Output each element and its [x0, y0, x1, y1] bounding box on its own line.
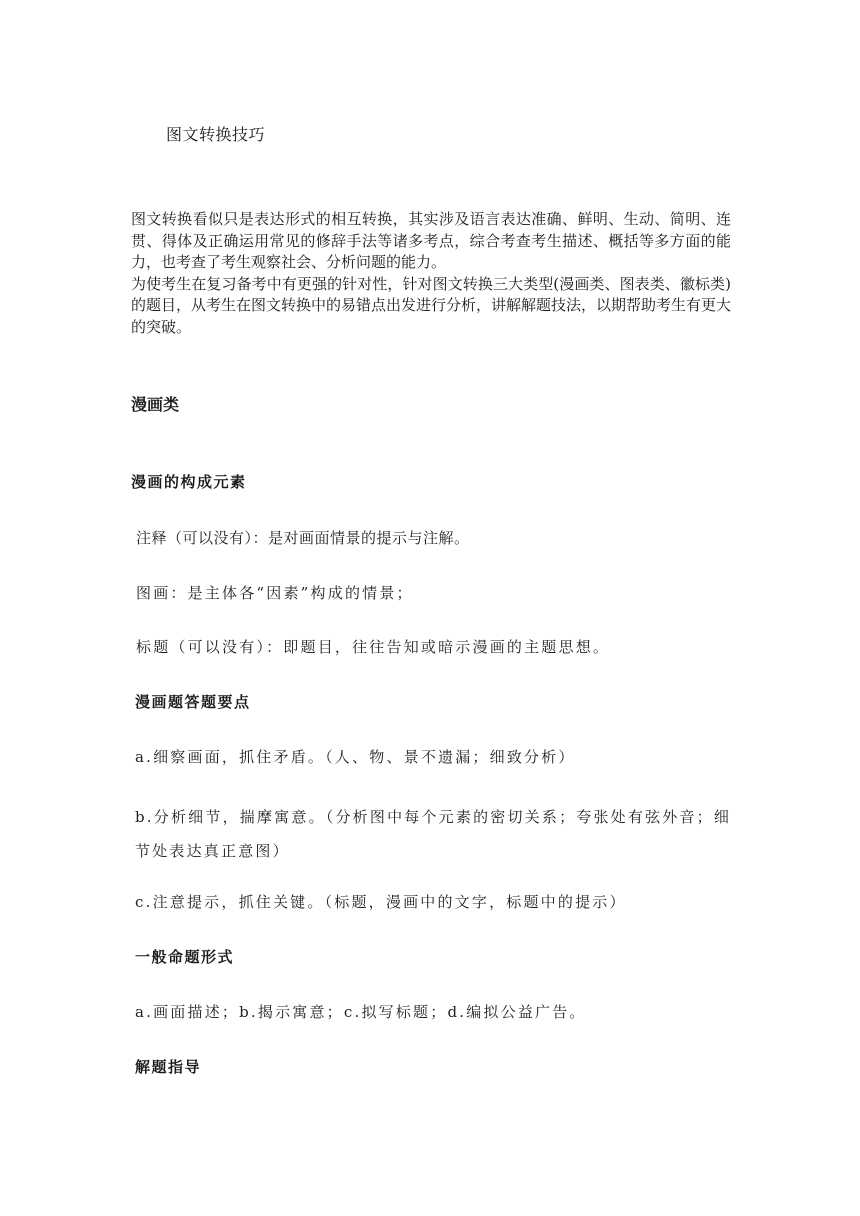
intro-paragraph-2: 为使考生在复习备考中有更强的针对性，针对图文转换三大类型(漫画类、图表类、徽标类)的题目，从考生在图文转换中的易错点出发进行分析，讲解解题技法，以期帮助考生有更大的突破。 [131, 274, 732, 336]
element-picture: 图画：是主体各“因素”构成的情景； [136, 584, 414, 602]
intro-paragraph-1: 图文转换看似只是表达形式的相互转换，其实涉及语言表达准确、鲜明、生动、简明、连贯、得体及正确运用常见的修辞手法等诸多考点，综合考查考生描述、概括等多方面的能力，也考查了考生观察社会、分析问题的能力。 [131, 210, 731, 271]
intro-paragraphs [131, 209, 731, 338]
point-c: c.注意提示，抓住关键。（标题，漫画中的文字，标题中的提示） [135, 893, 627, 911]
points-heading: 漫画题答题要点 [135, 693, 251, 711]
element-title: 标题（可以没有）：即题目，往往告知或暗示漫画的主题思想。 [136, 638, 611, 656]
forms-list: a.画面描述；b.揭示寓意；c.拟写标题；d.编拟公益广告。 [135, 1003, 587, 1021]
element-annotation: 注释（可以没有）：是对画面情景的提示与注解。 [136, 529, 470, 547]
forms-heading: 一般命题形式 [135, 948, 235, 966]
guide-heading: 解题指导 [135, 1058, 202, 1076]
elements-heading: 漫画的构成元素 [131, 473, 247, 491]
document-title: 图文转换技巧 [166, 125, 266, 144]
point-a: a.细察画面，抓住矛盾。（人、物、景不遗漏；细致分析） [135, 748, 576, 766]
section-heading-comics: 漫画类 [131, 395, 180, 414]
point-b: b.分析细节，揣摩寓意。（分析图中每个元素的密切关系；夸张处有弦外音；细节处表达真正意图） [135, 808, 732, 860]
